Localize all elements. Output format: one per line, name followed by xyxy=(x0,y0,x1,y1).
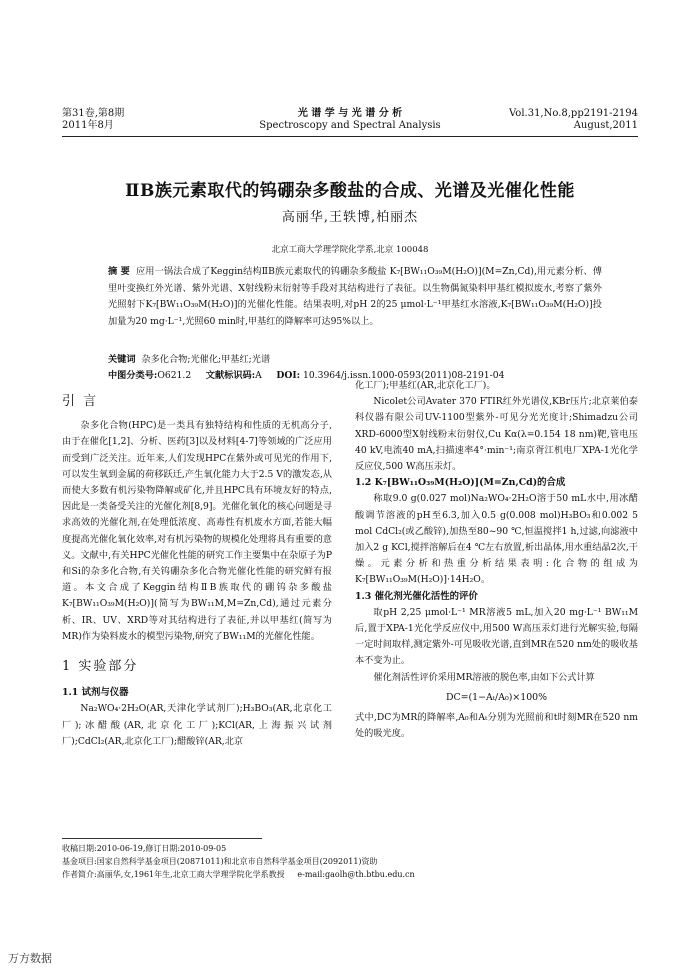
keywords-text: 杂多化合物;光催化;甲基红;光谱 xyxy=(141,354,271,365)
header-vol-pages: Vol.31,No.8,pp2191-2194 xyxy=(509,108,638,119)
doi-label: DOI: xyxy=(276,370,301,381)
reagents-continued: 化工厂);甲基红(AR,北京化工厂)。 xyxy=(355,380,496,391)
doi: 10.3964/j.issn.1000-0593(2011)08-2191-04 xyxy=(302,370,505,381)
header-rule xyxy=(62,136,638,137)
intro-heading: 引 言 xyxy=(62,394,99,409)
doc-code-label: 文献标识码: xyxy=(205,370,256,381)
intro-paragraph: 杂多化合物(HPC)是一类具有独特结构和性质的无机高分子,由于在催化[1,2]、分析、医药[3]以及材料[4-7]等领域的广泛应用而受到广泛关注。近年来,人们发现HPC在紫外或可见光的作用下,可以发生氧到金属的荷移跃迁,产生氧化能力大于2.5 V的激发态,从而使大多数有机污染物降解或矿化,并且HPC具有环境友好的特点,因此是一类备受关注的光催化剂[8,9]。光催化氧化的核心问题是寻求高效的光催化剂,在处理低浓度、高毒性有机废水方面,若能大幅度提高光催化氧化效率,对有机污染物的规模化处理将具有重要的意义。文献中,有关HPC光催化性能的研究工作主要集中在杂原子为P和Si的杂多化合物,有关钨硼杂多化合物光催化性能的研究鲜有报道。本文合成了Keggin结构ⅡB族取代的硼钨杂多酸盐 K₇[BW₁₁O₃₉M(H₂O)](简写为BW₁₁M,M=Zn,Cd),通过元素分析、IR、UV、XRD等对其结构进行了表征,并以甲基红(简写为MR)作为染料废水的模型污染物,研究了BW₁₁M的光催化性能。 xyxy=(62,420,332,642)
photocatalysis-paragraph: 取pH 2,25 μmol·L⁻¹ MR溶液5 mL,加入20 mg·L⁻¹ BW₁₁M后,置于XPA-1光化学反应仪中,用500 W高压汞灯进行光解实验,每隔一定时间取样,测定紫外-可见吸收光谱,直到MR在520 nm处的吸收基本不变为止。 xyxy=(355,606,638,667)
watermark: 万方数据 xyxy=(8,952,52,965)
affiliation: 北京工商大学理学院化学系,北京 100048 xyxy=(271,245,429,255)
section-1-1-heading: 1.1 试剂与仪器 xyxy=(62,687,129,699)
section-1-3-heading: 1.3 催化剂光催化活性的评价 xyxy=(355,590,478,602)
instruments-paragraph: Nicolet公司Avater 370 FTIR红外光谱仪,KBr压片;北京莱伯泰科仪器有限公司UV-1100型紫外-可见分光光度计;Shimadzu公司XRD-6000型X射线粉末衍射仪,Cu Kα(λ=0.154 18 nm)靶,管电压40 kV,电流40 mA,扫描速率4°·min⁻¹;南京胥江机电厂XPA-1光化学反应仪,500 W高压汞灯。 xyxy=(355,396,638,473)
abstract-label: 摘 要 xyxy=(108,266,130,277)
abstract xyxy=(108,264,602,330)
section-1-2-heading: 1.2 K₇[BW₁₁O₃₉M(H₂O)](M=Zn,Cd)的合成 xyxy=(355,477,566,489)
journal-name-cn: 光 谱 学 与 光 谱 分 析 xyxy=(297,108,403,119)
footnote-rule xyxy=(62,838,262,839)
clc-label: 中图分类号: xyxy=(108,370,158,381)
article-title: ⅡB族元素取代的钨硼杂多酸盐的合成、光谱及光催化性能 xyxy=(125,181,575,201)
footnotes xyxy=(62,842,638,881)
journal-name-en: Spectroscopy and Spectral Analysis xyxy=(259,120,441,131)
header-volume-issue: 第31卷,第8期 xyxy=(62,108,125,119)
right-column xyxy=(355,378,638,742)
abstract-text: 应用一锅法合成了Keggin结构ⅡB族元素取代的钨硼杂多酸盐 K₇[BW₁₁O₃₉M(H₂O)](M=Zn,Cd),用元素分析、傅里叶变换红外光谱、紫外光谱、X射线粉末衍射等手段对其结构进行了表征。以生物偶氮染料甲基红模拟废水,考察了紫外光照射下K₇[BW₁₁O₃₉M(H₂O)]的光催化性能。结果表明,对pH 2的25 μmol·L⁻¹甲基红水溶液,K₇[BW₁₁O₃₉M(H₂O)]投加量为20 mg·L⁻¹,光照60 min时,甲基红的降解率可达95%以上。 xyxy=(108,266,603,327)
footnote-email: e-mail:gaolh@th.btbu.edu.cn xyxy=(297,870,415,879)
degradation-formula: DC=(1−Aₜ/A₀)×100% xyxy=(445,691,548,703)
header-date: 2011年8月 xyxy=(62,120,114,131)
doc-code: A xyxy=(255,370,262,381)
reagents-paragraph: Na₂WO₄·2H₂O(AR,天津化学试剂厂);H₃BO₃(AR,北京化工厂);冰醋酸(AR,北京化工厂);KCl(AR,上海振兴试剂厂);CdCl₂(AR,北京化工厂);醋酸锌(AR,北京 xyxy=(62,703,332,747)
synthesis-paragraph: 称取9.0 g(0.027 mol)Na₂WO₄·2H₂O溶于50 mL水中,用冰醋酸调节溶液的pH至6.3,加入0.5 g(0.008 mol)H₃BO₃和0.002 5 mol CdCl₂(或乙酸锌),加热至80~90 ℃,恒温搅拌1 h,过滤,向滤液中加入2 g KCl,搅拌溶解后在4 ℃左右放置,析出晶体,用水重结晶2次,干燥。元素分析和热重分析结果表明:化合物的组成为K₇[BW₁₁O₃₉M(H₂O)]·14H₂O。 xyxy=(355,493,638,586)
footnote-fund: 基金项目:国家自然科学基金项目(20871011)和北京市自然科学基金项目(2092011)资助 xyxy=(62,857,378,866)
formula-explanation: 式中,DC为MR的降解率,A₀和Aₜ分别为光照前和t时刻MR在520 nm处的吸光度。 xyxy=(355,712,638,740)
author-list: 高丽华,王轶博,柏丽杰 xyxy=(281,210,419,225)
header-citation xyxy=(509,108,638,132)
evaluation-paragraph: 催化剂活性评价采用MR溶液的脱色率,由如下公式计算 xyxy=(373,671,595,683)
footnote-received: 收稿日期:2010-06-19,修订日期:2010-09-05 xyxy=(62,844,227,853)
header-month-year: August,2011 xyxy=(573,120,638,131)
footnote-author-bio: 作者简介:高丽华,女,1961年生,北京工商大学理学院化学系教授 xyxy=(62,870,285,879)
footnote-author xyxy=(62,868,638,881)
left-column xyxy=(62,392,332,750)
experimental-heading: 1 实验部分 xyxy=(62,659,139,675)
keywords-label: 关键词 xyxy=(108,354,136,365)
clc-number: O621.2 xyxy=(157,370,192,381)
